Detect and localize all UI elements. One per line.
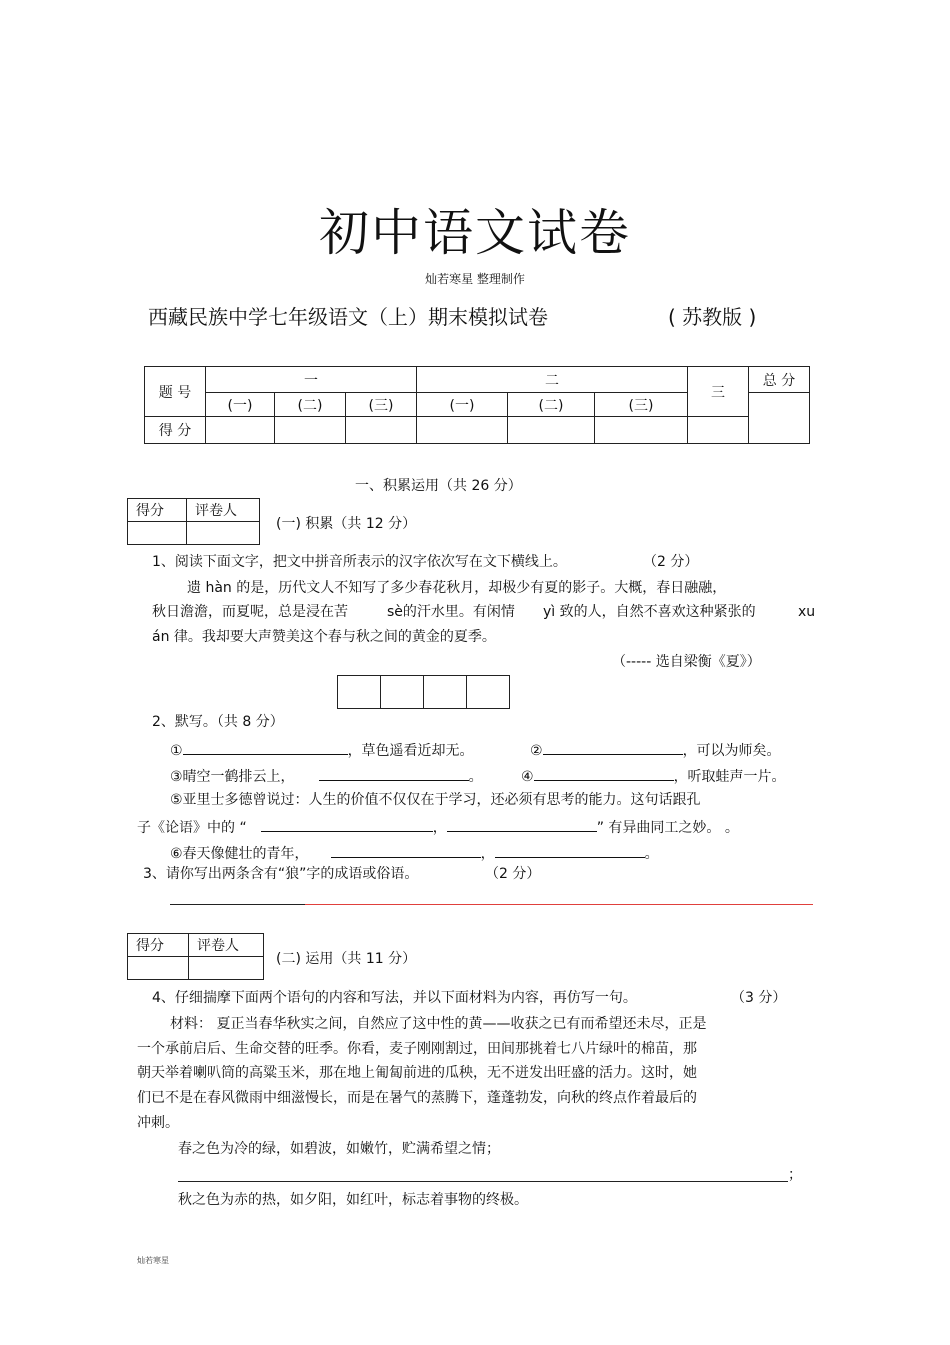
grader-score-cell[interactable] [128, 522, 187, 545]
q1-answer-boxes [337, 675, 509, 709]
q2-item-1-blank[interactable] [183, 739, 348, 755]
score-table-sub-6: (三) [595, 393, 688, 417]
q2-item-3-blank[interactable] [319, 765, 469, 781]
exam-title: 西藏民族中学七年级语文（上）期末模拟试卷 [148, 305, 548, 329]
score-table-sub-4: (一) [417, 393, 508, 417]
q4-semicolon: ； [788, 1167, 802, 1183]
q2-item-3-end: 。 [468, 769, 483, 785]
q1-points: （2 分） [643, 554, 699, 570]
q1-text-line-2d: xu [798, 604, 816, 620]
grader-reviewer-cell[interactable] [189, 957, 264, 980]
document-subtitle: 灿若寒星 整理制作 [425, 272, 525, 286]
score-table-sub-5: (二) [508, 393, 595, 417]
q4-material-line-3: 朝天举着喇叭筒的高粱玉米，那在地上匍匐前进的瓜秧，无不迸发出旺盛的活力。这时，她 [137, 1065, 697, 1081]
score-cell[interactable] [417, 417, 508, 444]
score-table-label-score: 得 分 [145, 417, 206, 444]
q2-line-2 [170, 765, 483, 786]
score-cell[interactable] [275, 417, 346, 444]
q1-prompt: 1、阅读下面文字，把文中拼音所表示的汉字依次写在文下横线上。 [152, 554, 567, 570]
q1-text-line-1: 遗 hàn 的是，历代文人不知写了多少春花秋月，却极少有夏的影子。大概，春日融融， [187, 580, 727, 596]
score-cell[interactable] [688, 417, 749, 444]
q4-material-line-1: 材料： 夏正当春华秋实之间，自然应了这中性的黄——收获之已有而希望还未尽，正是 [170, 1016, 707, 1032]
score-table-col-total: 总 分 [749, 367, 810, 393]
q2-item-6-blank-2[interactable] [495, 842, 645, 858]
q2-item-2-blank[interactable] [543, 739, 683, 755]
score-table-total-cell[interactable] [749, 393, 810, 444]
score-table-sub-3: (三) [346, 393, 417, 417]
score-table-col-1: 一 [206, 367, 417, 393]
q2-item-6-blank-1[interactable] [331, 842, 481, 858]
q2-item-5-blank-2[interactable] [447, 816, 597, 832]
q2-item-6-text: ⑥春天像健壮的青年， [170, 846, 309, 862]
q4-material-line-2: 一个承前启后、生命交替的旺季。你看，麦子刚刚割过，田间那挑着七八片绿叶的棉苗，那 [137, 1041, 697, 1057]
score-table [144, 366, 810, 444]
section-1-heading: 一、积累运用（共 26 分） [355, 478, 522, 494]
score-table-sub-2: (二) [275, 393, 346, 417]
q3-answer-line[interactable] [305, 904, 813, 905]
q1-text-line-2a: 秋日澹澹，而夏呢，总是浸在苦 [152, 604, 348, 620]
q2-line-1 [170, 739, 474, 760]
q2-item-6-end: 。 [644, 846, 659, 862]
q2-item-5-prefix: 子《论语》中的 “ [137, 820, 247, 836]
q1-text-line-3: án 律。我却要大声赞美这个春与秋之间的黄金的夏季。 [152, 629, 496, 645]
grader-score-cell[interactable] [128, 957, 189, 980]
grader-reviewer-label: 评卷人 [189, 934, 264, 957]
score-table-label-number: 题 号 [145, 367, 206, 417]
score-table-col-3: 三 [688, 367, 749, 417]
answer-box[interactable] [423, 675, 467, 709]
answer-box[interactable] [380, 675, 424, 709]
score-table-col-2: 二 [417, 367, 688, 393]
part-2-heading: (二) 运用（共 11 分） [276, 951, 417, 967]
q4-material-line-4: 们已不是在春风微雨中细滋慢长，而是在暑气的蒸腾下，蓬蓬勃发，向秋的终点作着最后的 [137, 1090, 697, 1106]
q2-prompt: 2、默写。（共 8 分） [152, 714, 284, 730]
answer-box[interactable] [466, 675, 510, 709]
q2-item-5-comma: ， [432, 820, 447, 836]
q4-material-line-5: 冲刺。 [137, 1115, 179, 1131]
q4-example-1: 春之色为冷的绿，如碧波，如嫩竹，贮满希望之情； [178, 1141, 500, 1157]
q2-item-3-text: ③晴空一鹤排云上， [170, 769, 295, 785]
q2-item-2-text: ，可以为师矣。 [682, 743, 781, 759]
q2-item-5-line-2 [137, 816, 739, 837]
grader-reviewer-label: 评卷人 [187, 499, 260, 522]
q4-points: （3 分） [731, 990, 787, 1006]
q2-item-5-blank-1[interactable] [261, 816, 433, 832]
q1-text-line-2c: yì 致的人，自然不喜欢这种紧张的 [543, 604, 756, 620]
q2-item-1-text: ，草色遥看近却无。 [347, 743, 474, 759]
q2-item-6 [170, 842, 659, 863]
document-title: 初中语文试卷 [319, 204, 631, 262]
q4-example-2: 秋之色为赤的热，如夕阳，如红叶，标志着事物的终极。 [178, 1192, 528, 1208]
q2-item-6-comma: ， [480, 846, 495, 862]
answer-box[interactable] [337, 675, 381, 709]
page-footer: 灿若寒星 [137, 1256, 169, 1265]
grader-box-1 [127, 498, 260, 545]
q2-item-5-line-1: ⑤亚里士多德曾说过：人生的价值不仅仅在于学习，还必须有思考的能力。这句话跟孔 [170, 792, 701, 808]
grader-score-label: 得分 [128, 499, 187, 522]
score-cell[interactable] [508, 417, 595, 444]
q1-text-line-2b: sè的汗水里。有闲情 [387, 604, 515, 620]
score-cell[interactable] [206, 417, 275, 444]
exam-edition: ( 苏教版 ) [668, 305, 757, 329]
part-1-heading: (一) 积累（共 12 分） [276, 516, 417, 532]
score-cell[interactable] [595, 417, 688, 444]
q4-prompt: 4、仔细揣摩下面两个语句的内容和写法，并以下面材料为内容，再仿写一句。 [152, 990, 637, 1006]
q1-source: （----- 选自梁衡《夏》） [612, 654, 761, 670]
q3-points: （2 分） [485, 866, 541, 882]
q2-item-5-end: ” 有异曲同工之妙。 。 [596, 820, 739, 836]
grader-reviewer-cell[interactable] [187, 522, 260, 545]
q2-item-4-num: ④ [521, 769, 534, 785]
grader-box-2 [127, 933, 264, 980]
q2-item-4-blank[interactable] [534, 765, 674, 781]
q2-item-2-num: ② [530, 743, 543, 759]
q2-line-1b [530, 739, 781, 760]
q3-answer-line-start[interactable] [170, 904, 305, 905]
grader-score-label: 得分 [128, 934, 189, 957]
q4-answer-line[interactable] [178, 1181, 788, 1182]
q2-line-2b [521, 765, 786, 786]
q2-item-1-num: ① [170, 743, 183, 759]
score-cell[interactable] [346, 417, 417, 444]
q2-item-4-text: ，听取蛙声一片。 [673, 769, 786, 785]
q3-prompt: 3、请你写出两条含有“狼”字的成语或俗语。 [143, 866, 419, 882]
score-table-sub-1: (一) [206, 393, 275, 417]
